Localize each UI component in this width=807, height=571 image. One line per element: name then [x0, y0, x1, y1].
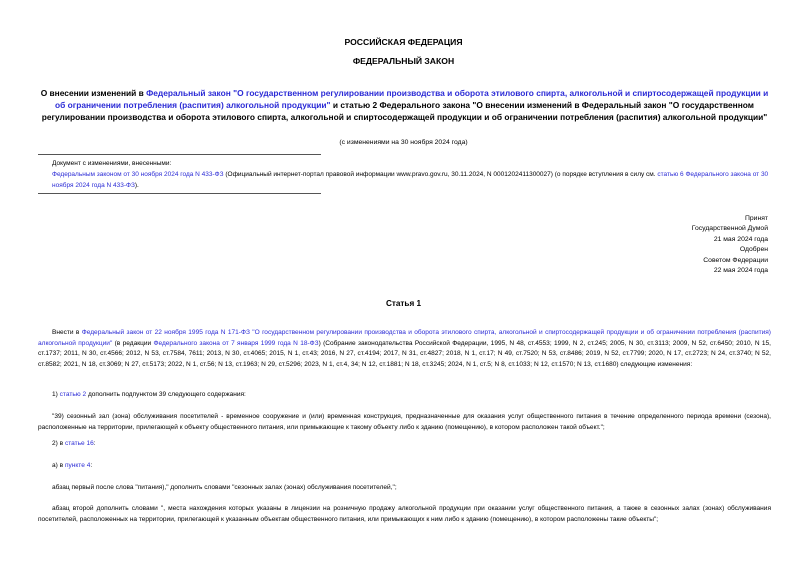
- adoption-line: 21 мая 2024 года: [713, 235, 768, 243]
- adoption-line: Одобрен: [739, 246, 768, 254]
- item-2-paragraph: [52, 439, 771, 450]
- amendment-article-link[interactable]: статью 6 Федерального закона от 30 ноября 2024 года N 433-ФЗ: [52, 171, 769, 189]
- item-a-link[interactable]: пункте 4: [64, 462, 91, 469]
- article-title: Статья 1: [385, 299, 422, 308]
- adoption-block: [568, 214, 768, 276]
- law-heading: [38, 87, 771, 123]
- doc-box-bottom-rule: [38, 193, 321, 194]
- intro-text-3: ) (Собрание законодательства Российской Федерации, 1995, N 48, ст.4553; 1999, N 2, ст.245; 2005, N 30, ст.3113; 2009, N 52, ст.6450; 2010, N 15, ст.1737; 2011, N 30, ст.4566; 2012, N 53, ст.7584, 7611; 2013, N 30, ст.4065; 2015, N 1, ст.43; 2016, N 27, ст.4194; 2017, N 31, ст.4827; 2018, N 1, ст.17; N 49, ст.7520; N 53, ст.8486; 2019, N 52, ст.7799; 2020, N 17, ст.2723; N 24, ст.3740; N 52, ст.8582; 2021, N 18, ст.3069; N 27, ст.5173; 2022, N 1, ст.56; N 13, ст.1963; N 29, ст.5296; 2023, N 1, ст.4, 34; N 12, ст.1881; N 18, ст.3245; 2024, N 1, ст.5; N 8, ст.1033; N 12, ст.1570; N 13, ст.1680) следующие изменения:: [38, 339, 771, 368]
- item-1-text: дополнить подпунктом 39 следующего содержания:: [86, 391, 246, 398]
- intro-text-2: (в редакции: [112, 339, 154, 347]
- item-2-num: 2) в: [52, 440, 65, 447]
- item-2-text: :: [93, 440, 96, 447]
- adoption-line: 22 мая 2024 года: [713, 267, 768, 275]
- item-1-paragraph: [52, 390, 771, 401]
- adoption-line: Государственной Думой: [691, 225, 768, 233]
- doc-box-top-rule: [38, 154, 321, 155]
- amendment-tail-text: ).: [134, 182, 139, 189]
- quoted-subitem-39: "39) сезонный зал (зона) обслуживания посетителей - временное сооружение и (или) временная конструкция, предназначенные для оказания услуг общественного питания в течение определенного периода времени (сезона), расположенные на территории, прилегающей к объекту общественного питания, или примыкающие к такому объекту либо к зданию (помещению), в котором расположен такой объект.";: [38, 413, 771, 431]
- item-2-link[interactable]: статье 16: [64, 440, 94, 447]
- item-a-text: :: [90, 462, 93, 469]
- item-a-num: а) в: [52, 462, 65, 469]
- amendment-law-link[interactable]: Федеральным законом от 30 ноября 2024 года N 433-ФЗ: [52, 171, 224, 178]
- amendments-box: [52, 158, 772, 191]
- adoption-line: Советом Федерации: [703, 256, 768, 264]
- as-of-note: (с изменениями на 30 ноября 2024 года): [339, 139, 468, 146]
- intro-edition-link[interactable]: Федерального закона от 7 января 1999 года N 18-ФЗ: [153, 339, 319, 347]
- item-a-paragraph: [52, 461, 771, 472]
- heading-text-2: и статью 2 Федерального закона "О внесении изменений в Федеральный закон "О государственном регулировании производства и оборота этилового спирта, алкогольной и спиртосодержащей продукции и об ограничении потребления (распития) алкогольной продукции": [41, 100, 768, 122]
- heading-law-link[interactable]: Федеральный закон "О государственном регулировании производства и оборота этилового спирта, алкогольной и спиртосодержащей продукции и об ограничении потребления (распития) алкогольной продукции": [55, 88, 769, 110]
- paragraph-one-amendment: абзац первый после слова "питания)," дополнить словами "сезонных залах (зонах) обслуживания посетителей,";: [52, 484, 397, 491]
- paragraph-two-amendment: абзац второй дополнить словами ", места нахождения которых указаны в лицензии на розничную продажу алкогольной продукции при оказании услуг общественного питания, а также в сезонных залах (зонах) обслуживания посетителей, расположенных на территории, прилегающей к указанным объектам общественного питания, или примыкающих к ним либо к зданию (помещению), в котором расположены такие объекты";: [38, 505, 771, 523]
- doc-title-country: РОССИЙСКАЯ ФЕДЕРАЦИЯ: [344, 37, 463, 47]
- item-1-num: 1): [52, 391, 60, 398]
- amendments-box-title: Документ с изменениями, внесенными:: [52, 160, 172, 167]
- intro-text-1: Внести в: [52, 329, 82, 336]
- intro-law-link[interactable]: Федеральный закон от 22 ноября 1995 года N 171-ФЗ "О государственном регулировании производства и оборота этилового спирта, алкогольной и спиртосодержащей продукции и об ограничении потребления (распития) алкогольной продукции": [38, 329, 771, 347]
- adoption-line: Принят: [744, 215, 768, 222]
- amendments-box-text: [52, 169, 772, 191]
- item-1-link[interactable]: статью 2: [59, 391, 87, 398]
- heading-text-1: О внесении изменений в: [40, 88, 147, 98]
- amendment-source-text: (Официальный интернет-портал правовой информации www.pravo.gov.ru, 30.11.2024, N 0001202411300027) (о порядке вступления в силу см.: [223, 171, 658, 178]
- article-intro-paragraph: [38, 328, 771, 370]
- doc-title-type: ФЕДЕРАЛЬНЫЙ ЗАКОН: [352, 56, 455, 66]
